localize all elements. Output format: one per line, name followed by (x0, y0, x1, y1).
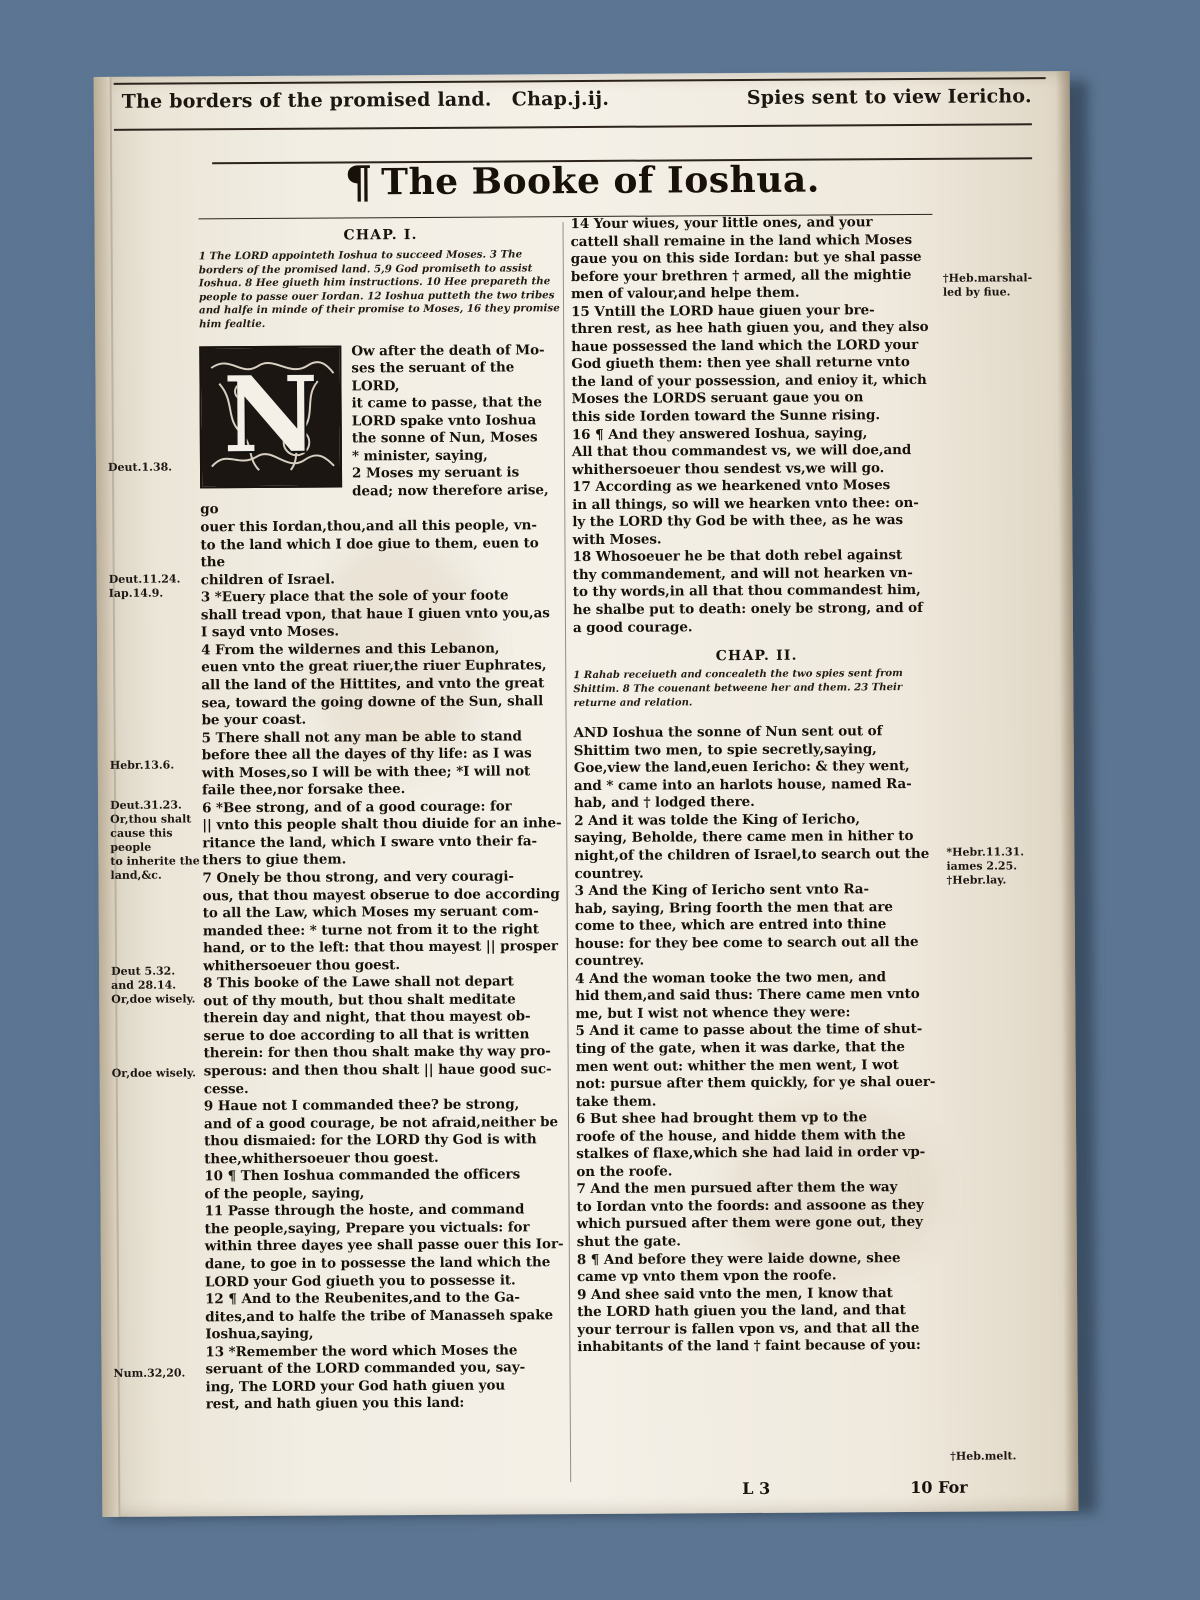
book-page (94, 71, 1079, 1517)
margin-note: Deut 5.32. and 28.14. Or,doe wisely. (111, 964, 196, 1006)
chapter-heading: CHAP. II. (715, 647, 798, 665)
margin-note: Hebr.13.6. (109, 758, 175, 772)
verse-text: 2 Moses my seruant is dead; now therefore arise, go ouer this Iordan,thou,and all this people, vn- to the land which I doe giue to them, euen to the children of Israel. (200, 464, 549, 589)
margin-note: Or,doe wisely. (111, 1066, 196, 1080)
book-title (94, 153, 1070, 210)
catchword: 10 For (910, 1477, 968, 1498)
left-margin-notes (94, 76, 205, 1517)
verse-text: Ow after the death of Mo- ses the seruant of the LORD, it came to passe, that the LORD spake vnto Ioshua the sonne of Nun, Moses * minister, saying, (351, 341, 545, 465)
verse-text: 13 *Remember the word which Moses the seruant of the LORD commanded you, say- ing, The LORD your God hath giuen you rest, and hath giuen you this land: (205, 1342, 526, 1413)
chapter-heading: CHAP. I. (343, 227, 418, 244)
left-column (199, 226, 571, 1473)
margin-note: Deut.1.38. (107, 460, 173, 474)
chapter-argument: 1 The LORD appointeth Ioshua to succeed Moses. 3 The borders of the promised land. 5,9 God promiseth to assist Ioshua. 8 Hee giueth him instructions. 10 Hee prepareth the people to passe ouer Iordan. 12 Ioshua putteth the two tribes and halfe in minde of their promise to Moses, 16 they promise him fealtie. (198, 248, 560, 331)
running-head (122, 83, 1032, 123)
margin-note: †Heb.marshal- led by fiue. (942, 271, 1033, 299)
right-column (570, 214, 945, 1476)
running-head-left: The borders of the promised land. (121, 88, 492, 113)
verse-text: 12 ¶ And to the Reubenites,and to the Ga- dites,and to halfe the tribe of Manasseh spake Ioshua,saying, (205, 1289, 554, 1343)
header-rule (114, 123, 1032, 131)
verse-text: 6 *Bee strong, and of a good courage: for || vnto this people shalt thou diuide for an inhe- ritance the land, which I sware vnto their fa- thers to giue them. (202, 798, 562, 869)
verse-text: 15 Vntill the LORD haue giuen your bre- thren rest, as hee hath giuen you, and they also haue possessed the land which the LORD your God giueth them: then yee shall returne vnto the land of your possession, and enioy it, which Moses the LORDS seruant gaue you on this side Iorden toward the Sunne rising. (571, 301, 929, 426)
verse-text: 2 And it was tolde the King of Iericho, saying, Beholde, there came men in hither to night,of the children of Israel,to search out the countrey. (574, 811, 930, 882)
chapter-argument: 1 Rahab receiueth and concealeth the two spies sent from Shittim. 8 The couenant betweene her and them. 23 Their returne and relation. (573, 668, 903, 710)
verse-text: 14 Your wiues, your little ones, and your cattell shall remaine in the land which Moses gaue you on this side Iordan: but ye shal passe before your brethren † armed, all the mightie men of valour,and helpe them. (570, 214, 922, 303)
running-head-right: Spies sent to view Iericho. (746, 85, 1032, 110)
verse-text: 4 And the woman tooke the two men, and hid them,and said thus: There came men vnto me, but I wist not whence they were: (575, 968, 920, 1022)
verse-text: 11 Passe through the hoste, and command the people,saying, Prepare you victuals: for within three dayes yee shall passe ouer this Ior- dane, to goe in to possesse the land which the LORD your God giueth you to possesse it. (204, 1201, 564, 1290)
margin-note: †Heb.melt. (950, 1449, 1017, 1463)
verse-text: 3 *Euery place that the sole of your foote shall tread vpon, that haue I giuen vnto you,as I sayd vnto Moses. (200, 587, 550, 641)
verse-text: 7 And the men pursued after them the way to Iordan vnto the foords: and assoone as they which pursued after them were gone out, they shut the gate. (576, 1179, 924, 1251)
verse-text: 16 ¶ And they answered Ioshua, saying, All that thou commandest vs, we will doe,and whithersoeuer thou sendest vs,we will go. (571, 424, 912, 478)
verse-text: 5 And it came to passe about the time of shut- ting of the gate, when it was darke, that the men went out: whither the men went, I wot not: pursue after them quickly, for ye shal ouer- take them. (575, 1021, 936, 1110)
verse-text: 7 Onely be thou strong, and very couragi- ous, that thou mayest obserue to doe according to all the Law, which Moses my seruant com- manded thee: * turne not from it to the right hand, or to the left: that thou mayest || prosper whithersoeuer thou goest. (202, 868, 560, 975)
verse-text: 5 There shall not any man be able to stand before thee all the dayes of thy life: as I was with Moses,so I will be with thee; *I will not faile thee,nor forsake thee. (201, 727, 532, 799)
verse-text: 6 But shee had brought them vp to the roofe of the house, and hidde them with the stalkes of flaxe,which she had laid in order vp- on the roofe. (575, 1109, 926, 1180)
pilcrow-icon: ¶ (344, 157, 374, 209)
verse-text: AND Ioshua the sonne of Nun sent out of Shittim two men, to spie secretly,saying, Goe,view the land,euen Iericho: & they went, and * came into an harlots house, named Ra- hab, and † lodged there. (573, 723, 912, 812)
signature-mark: L 3 (742, 1478, 771, 1499)
margin-note: *Hebr.11.31. iames 2.25. †Hebr.lay. (946, 845, 1025, 887)
margin-note: Deut.31.23. Or,thou shalt cause this people to inherite the land,&c. (110, 798, 200, 882)
verse-text: 3 And the King of Iericho sent vnto Ra- hab, saying, Bring foorth the men that are come to thee, which are entred into thine house: for they bee come to search out all the countrey. (574, 881, 919, 970)
verse-text: 8 This booke of the Lawe shall not depart out of thy mouth, but thou shalt meditate therein day and night, that thou mayest ob- serue to doe according to all that is written therein: for then thou shalt make thy way pro- sperous: and then thou shalt || haue good suc- cesse. (203, 973, 552, 1097)
margin-note: Deut.11.24. Iap.14.9. (108, 572, 181, 600)
verse-text: 8 ¶ And before they were laide downe, shee came vp vnto them vpon the roofe. (576, 1249, 901, 1286)
right-margin-notes (942, 71, 1063, 1512)
ornamental-initial (199, 345, 342, 488)
verse-text: 4 From the wildernes and this Lebanon, euen vnto the great riuer,the riuer Euphrates, all the land of the Hittites, and vnto the great sea, toward the going downe of the Sun, shall be your coast. (201, 640, 547, 729)
drop-cap-letter: N (222, 352, 319, 476)
running-head-center: Chap.j.ij. (511, 87, 610, 111)
verse-text: 17 According as we hearkened vnto Moses in all things, so will we hearken vnto thee: on- ly the LORD thy God be with thee, as he was with Moses. (572, 477, 919, 548)
book-title-text: The Booke of Ioshua. (381, 158, 820, 204)
verse-text: 9 Haue not I commanded thee? be strong, and of a good courage, be not afraid,neither be thou dismaied: for the LORD thy God is with thee,whithersoeuer thou goest. (203, 1096, 559, 1168)
margin-note: Num.32,20. (113, 1366, 186, 1380)
verse-text: 9 And shee said vnto the men, I know that the LORD hath giuen you the land, and that your terrour is fallen vpon vs, and that all the inhabitants of the land † faint because of you: (577, 1284, 921, 1356)
verse-text: 10 ¶ Then Ioshua commanded the officers of the people, saying, (204, 1166, 521, 1203)
verse-text: 18 Whosoeuer he be that doth rebel against thy commandement, and will not hearken vn- to thy words,in all that thou commandest him, he shalbe put to death: onely be strong, and of a good courage. (572, 547, 923, 636)
